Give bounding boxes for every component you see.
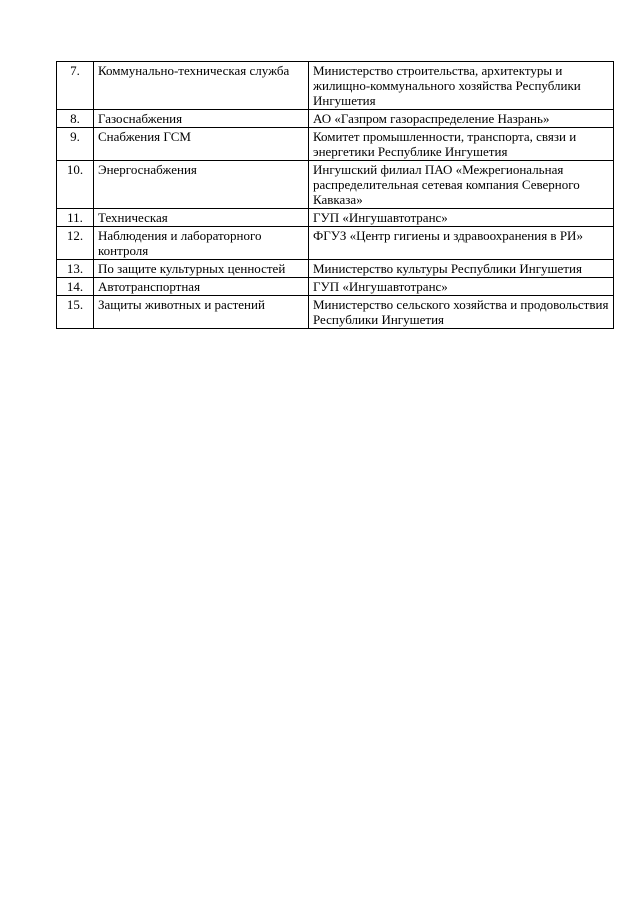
service-name: Техническая [94, 209, 309, 227]
responsible-organization: Комитет промышленности, транспорта, связи и энергетики Республике Ингушетия [309, 128, 614, 161]
row-number: 11. [57, 209, 94, 227]
responsible-organization: АО «Газпром газораспределение Назрань» [309, 110, 614, 128]
table-row [57, 296, 614, 329]
table-row [57, 209, 614, 227]
table-row [57, 128, 614, 161]
service-name: Наблюдения и лабораторного контроля [94, 227, 309, 260]
table-row [57, 227, 614, 260]
service-name: Коммунально-техническая служба [94, 62, 309, 110]
responsible-organization: ГУП «Ингушавтотранс» [309, 278, 614, 296]
table-row [57, 161, 614, 209]
responsible-organization: ФГУЗ «Центр гигиены и здравоохранения в РИ» [309, 227, 614, 260]
responsible-organization: ГУП «Ингушавтотранс» [309, 209, 614, 227]
row-number: 9. [57, 128, 94, 161]
table-row [57, 278, 614, 296]
table-row [57, 62, 614, 110]
service-name: Снабжения ГСМ [94, 128, 309, 161]
row-number: 14. [57, 278, 94, 296]
service-name: Автотранспортная [94, 278, 309, 296]
services-table-body [57, 62, 614, 329]
service-name: Энергоснабжения [94, 161, 309, 209]
row-number: 12. [57, 227, 94, 260]
table-row [57, 260, 614, 278]
row-number: 10. [57, 161, 94, 209]
row-number: 15. [57, 296, 94, 329]
row-number: 8. [57, 110, 94, 128]
row-number: 7. [57, 62, 94, 110]
responsible-organization: Ингушский филиал ПАО «Межрегиональная распределительная сетевая компания Северного Кавказа» [309, 161, 614, 209]
responsible-organization: Министерство строительства, архитектуры и жилищно-коммунального хозяйства Республики Ингушетия [309, 62, 614, 110]
responsible-organization: Министерство сельского хозяйства и продовольствия Республики Ингушетия [309, 296, 614, 329]
service-name: Газоснабжения [94, 110, 309, 128]
row-number: 13. [57, 260, 94, 278]
table-row [57, 110, 614, 128]
service-name: По защите культурных ценностей [94, 260, 309, 278]
responsible-organization: Министерство культуры Республики Ингушетия [309, 260, 614, 278]
services-table [56, 61, 614, 329]
service-name: Защиты животных и растений [94, 296, 309, 329]
